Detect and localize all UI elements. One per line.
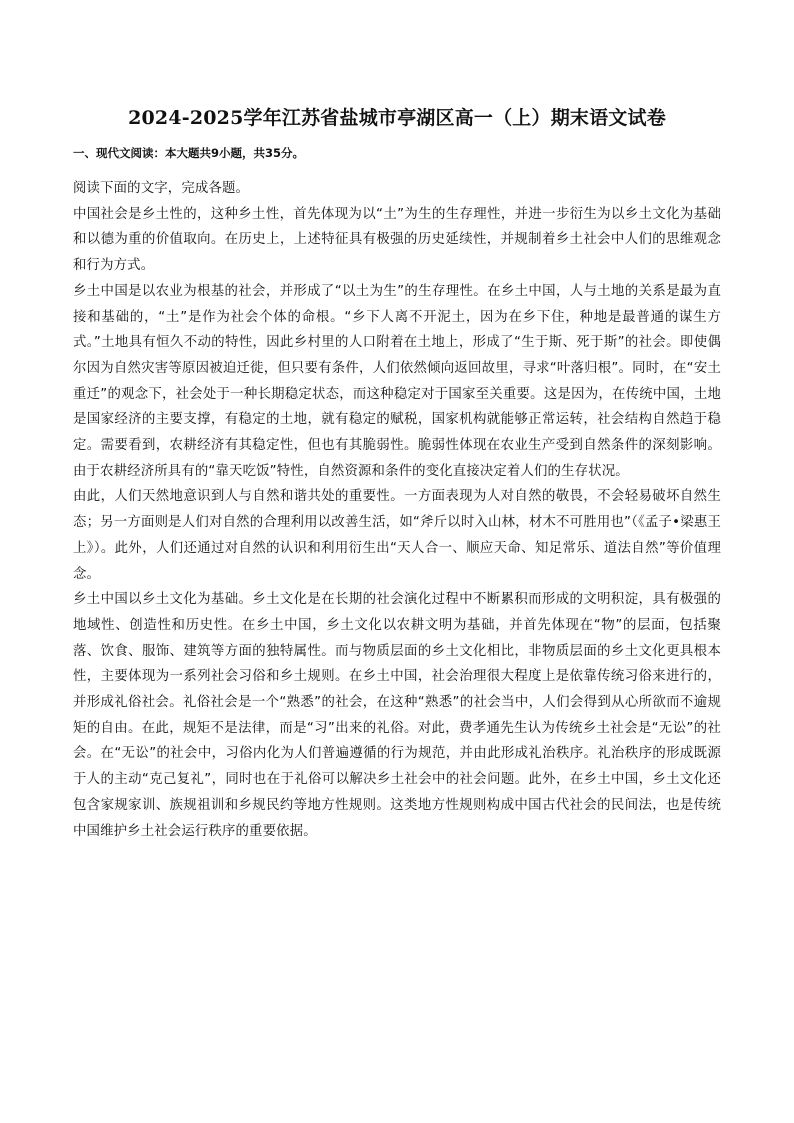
instruction-text: 阅读下面的文字，完成各题。 (73, 181, 250, 196)
reading-passage (73, 176, 721, 844)
passage-paragraph: 由此，人们天然地意识到人与自然和谐共处的重要性。一方面表现为人对自然的敬畏，不会轻易破坏自然生态；另一方面则是人们对自然的合理利用以改善生活，如“斧斤以时入山林，材木不可胜用也”（《孟子•梁惠王上》）。此外，人们还通过对自然的认识和利用衍生出“天人合一、顺应天命、知足常乐、道法自然”等价值理念。 (73, 489, 721, 582)
section-heading: 一、现代文阅读：本大题共9小题，共35分。 (73, 146, 305, 160)
passage-paragraph: 中国社会是乡土性的，这种乡土性，首先体现为以“土”为生的生存理性，并进一步衍生为以乡土文化为基础和以德为重的价值取向。在历史上，上述特征具有极强的历史延续性，并规制着乡土社会中人们的思维观念和行为方式。 (73, 206, 721, 274)
passage-paragraph: 乡土中国以乡土文化为基础。乡土文化是在长期的社会演化过程中不断累积而形成的文明积淀，具有极强的地域性、创造性和历史性。在乡土中国，乡土文化以农耕文明为基础，并首先体现在“物”的层面，包括聚落、饮食、服饰、建筑等方面的独特属性。而与物质层面的乡土文化相比，非物质层面的乡土文化更具根本性，主要体现为一系列社会习俗和乡土规则。在乡土中国，社会治理很大程度上是依靠传统习俗来进行的，并形成礼俗社会。礼俗社会是一个“熟悉”的社会，在这种“熟悉”的社会当中，人们会得到从心所欲而不逾规矩的自由。在此，规矩不是法律，而是“习”出来的礼俗。对此，费孝通先生认为传统乡土社会是“无讼”的社会。在“无讼”的社会中，习俗内化为人们普遍遵循的行为规范，并由此形成礼治秩序。礼治秩序的形成既源于人的主动“克己复礼”，同时也在于礼俗可以解决乡土社会中的社会问题。此外，在乡土中国，乡土文化还包含家规家训、族规祖训和乡规民约等地方性规则。这类地方性规则构成中国古代社会的民间法，也是传统中国维护乡土社会运行秩序的重要依据。 (73, 592, 721, 839)
passage-paragraph: 乡土中国是以农业为根基的社会，并形成了“以土为生”的生存理性。在乡土中国，人与土地的关系是最为直接和基础的，“土”是作为社会个体的命根。“乡下人离不开泥土，因为在乡下住，种地是最普通的谋生方式。”土地具有恒久不动的特性，因此乡村里的人口附着在土地上，形成了“生于斯、死于斯”的社会。即使偶尔因为自然灾害等原因被迫迁徙，但只要有条件，人们依然倾向返回故里，寻求“叶落归根”。同时，在“安土重迁”的观念下，社会处于一种长期稳定状态，而这种稳定对于国家至关重要。这是因为，在传统中国，土地是国家经济的主要支撑，有稳定的土地，就有稳定的赋税，国家机构就能够正常运转，社会结构自然趋于稳定。需要看到，农耕经济有其稳定性，但也有其脆弱性。脆弱性体现在农业生产受到自然条件的深刻影响。由于农耕经济所具有的“靠天吃饭”特性，自然资源和条件的变化直接决定着人们的生存状况。 (73, 283, 721, 479)
exam-title: 2024-2025学年江苏省盐城市亭湖区高一（上）期末语文试卷 (128, 107, 666, 129)
